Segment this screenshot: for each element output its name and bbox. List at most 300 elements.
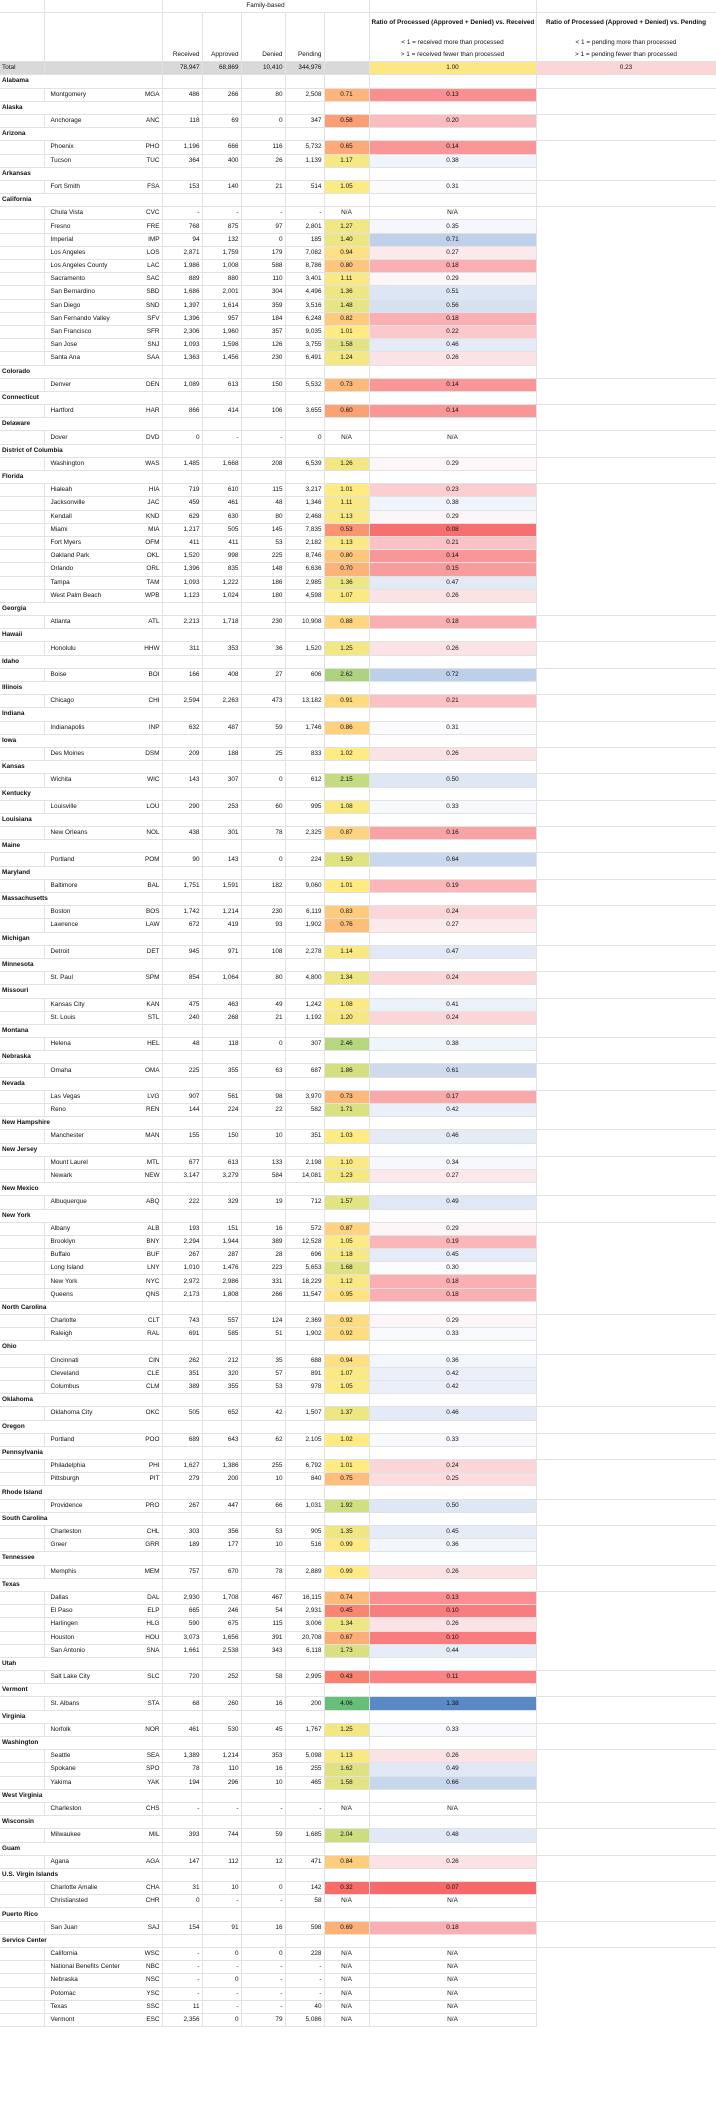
pending: 224 bbox=[285, 853, 324, 866]
state-row bbox=[0, 1737, 716, 1750]
office-code: SFV bbox=[147, 314, 160, 322]
office-code: NEW bbox=[144, 1172, 160, 1180]
office-name: Detroit bbox=[50, 947, 70, 955]
ratio-pending: 0.18 bbox=[369, 260, 536, 273]
ratio-pending: N/A bbox=[369, 1895, 536, 1908]
ratio-pending: N/A bbox=[369, 431, 536, 444]
ratio-received: N/A bbox=[324, 431, 369, 444]
state-name: Minnesota bbox=[0, 958, 162, 971]
state-row bbox=[0, 734, 716, 747]
ratio-pending: 0.33 bbox=[369, 1723, 536, 1736]
state-row bbox=[0, 1446, 716, 1459]
ratio-received: N/A bbox=[324, 1948, 369, 1961]
office-code: SFR bbox=[146, 328, 160, 336]
pending: 3,006 bbox=[285, 1618, 324, 1631]
denied: 16 bbox=[241, 1697, 285, 1710]
pending: 58 bbox=[285, 1895, 324, 1908]
denied: - bbox=[241, 1961, 285, 1974]
ratio-received: 1.07 bbox=[324, 1367, 369, 1380]
office-code: OKL bbox=[146, 552, 160, 560]
state-name: Nebraska bbox=[0, 1051, 162, 1064]
col-header-ratio-pending bbox=[536, 13, 716, 62]
total-approved: 68,869 bbox=[202, 62, 241, 75]
approved: 1,214 bbox=[202, 906, 241, 919]
office-row bbox=[0, 1433, 716, 1446]
office-code: LVG bbox=[147, 1092, 160, 1100]
ratio-received: 1.13 bbox=[324, 536, 369, 549]
ratio-received: 0.80 bbox=[324, 550, 369, 563]
denied: 110 bbox=[241, 273, 285, 286]
ratio-received: 1.48 bbox=[324, 299, 369, 312]
received: 590 bbox=[162, 1618, 202, 1631]
approved: 112 bbox=[202, 1855, 241, 1868]
ratio-received: 0.73 bbox=[324, 1090, 369, 1103]
office-code: ORL bbox=[146, 565, 160, 573]
denied: 60 bbox=[241, 800, 285, 813]
ratio-received: 1.18 bbox=[324, 1249, 369, 1262]
state-name: Oregon bbox=[0, 1420, 162, 1433]
office-name: Charleston bbox=[50, 1528, 82, 1536]
state-row bbox=[0, 128, 716, 141]
office-name: Honolulu bbox=[50, 644, 76, 652]
ratio-pending: 0.24 bbox=[369, 1011, 536, 1024]
office-name: Charlotte Amalie bbox=[50, 1884, 98, 1892]
approved: 0 bbox=[202, 2013, 241, 2026]
state-name: Maryland bbox=[0, 866, 162, 879]
denied: 230 bbox=[241, 616, 285, 629]
denied: 51 bbox=[241, 1328, 285, 1341]
approved: 1,808 bbox=[202, 1288, 241, 1301]
state-row bbox=[0, 682, 716, 695]
office-row bbox=[0, 1776, 716, 1789]
received: 303 bbox=[162, 1526, 202, 1539]
col-header-approved: Approved bbox=[202, 13, 241, 62]
ratio-pending: 0.31 bbox=[369, 180, 536, 193]
pending: 696 bbox=[285, 1249, 324, 1262]
received: 78 bbox=[162, 1763, 202, 1776]
approved: 1,008 bbox=[202, 260, 241, 273]
ratio-pending: 0.11 bbox=[369, 1671, 536, 1684]
office-code: PRO bbox=[145, 1501, 160, 1509]
state-row bbox=[0, 1512, 716, 1525]
received: 267 bbox=[162, 1249, 202, 1262]
pending: 1,902 bbox=[285, 1328, 324, 1341]
received: 689 bbox=[162, 1433, 202, 1446]
ratio-pending: 0.31 bbox=[369, 721, 536, 734]
received: 2,213 bbox=[162, 616, 202, 629]
received: 0 bbox=[162, 1895, 202, 1908]
approved: 675 bbox=[202, 1618, 241, 1631]
office-code: GRR bbox=[145, 1541, 160, 1549]
office-code: CLM bbox=[146, 1383, 160, 1391]
approved: 118 bbox=[202, 1038, 241, 1051]
office-code: CHI bbox=[148, 697, 160, 705]
ratio-received: 0.60 bbox=[324, 405, 369, 418]
denied: 266 bbox=[241, 1288, 285, 1301]
state-row bbox=[0, 1816, 716, 1829]
ratio-pending: 0.64 bbox=[369, 853, 536, 866]
office-code: ABQ bbox=[146, 1198, 160, 1206]
office-code: NOL bbox=[146, 829, 160, 837]
received: 1,661 bbox=[162, 1644, 202, 1657]
ratio-pending: 0.21 bbox=[369, 695, 536, 708]
received: 1,397 bbox=[162, 299, 202, 312]
office-row bbox=[0, 457, 716, 470]
ratio-received: N/A bbox=[324, 1974, 369, 1987]
total-denied: 10,410 bbox=[241, 62, 285, 75]
ratio-pending: 0.24 bbox=[369, 906, 536, 919]
ratio-received: 0.94 bbox=[324, 246, 369, 259]
denied: 78 bbox=[241, 1565, 285, 1578]
received: 632 bbox=[162, 721, 202, 734]
office-name: New York bbox=[50, 1277, 78, 1285]
office-row bbox=[0, 260, 716, 273]
state-name: Tennessee bbox=[0, 1552, 162, 1565]
office-row bbox=[0, 1539, 716, 1552]
ratio-pending: 0.26 bbox=[369, 642, 536, 655]
pending: - bbox=[285, 1961, 324, 1974]
denied: 357 bbox=[241, 325, 285, 338]
state-name: Georgia bbox=[0, 602, 162, 615]
ratio-pending: 0.14 bbox=[369, 550, 536, 563]
state-name: U.S. Virgin Islands bbox=[0, 1868, 162, 1881]
ratio-pending: 0.42 bbox=[369, 1104, 536, 1117]
state-row bbox=[0, 787, 716, 800]
office-row bbox=[0, 1104, 716, 1117]
office-code: SLC bbox=[147, 1673, 160, 1681]
office-row bbox=[0, 998, 716, 1011]
ratio-received: 1.58 bbox=[324, 1776, 369, 1789]
approved: 253 bbox=[202, 800, 241, 813]
state-name: Texas bbox=[0, 1578, 162, 1591]
approved: 1,064 bbox=[202, 972, 241, 985]
denied: 106 bbox=[241, 405, 285, 418]
state-row bbox=[0, 958, 716, 971]
office-code: ANC bbox=[146, 117, 160, 125]
ratio-pending: 0.46 bbox=[369, 1130, 536, 1143]
ratio-pending: 0.19 bbox=[369, 1235, 536, 1248]
office-code: WSC bbox=[144, 1950, 160, 1958]
office-name: Indianapolis bbox=[50, 723, 85, 731]
denied: 27 bbox=[241, 668, 285, 681]
ratio-pending: 0.33 bbox=[369, 800, 536, 813]
ratio-received: 0.83 bbox=[324, 906, 369, 919]
state-name: Guam bbox=[0, 1842, 162, 1855]
office-row bbox=[0, 853, 716, 866]
state-row bbox=[0, 1143, 716, 1156]
pending: 4,598 bbox=[285, 589, 324, 602]
ratio-received: 0.73 bbox=[324, 378, 369, 391]
office-row bbox=[0, 1618, 716, 1631]
received: 351 bbox=[162, 1367, 202, 1380]
office-row bbox=[0, 1882, 716, 1895]
office-name: Hialeah bbox=[50, 486, 73, 494]
office-row bbox=[0, 563, 716, 576]
office-code: LAW bbox=[145, 921, 160, 929]
ratio-pending: 0.35 bbox=[369, 220, 536, 233]
ratio-pending: 0.71 bbox=[369, 233, 536, 246]
office-name: St. Albans bbox=[50, 1699, 80, 1707]
office-code: LOU bbox=[146, 802, 160, 810]
state-row bbox=[0, 893, 716, 906]
office-code: MAN bbox=[145, 1132, 160, 1140]
ratio-received: 1.01 bbox=[324, 879, 369, 892]
approved: 505 bbox=[202, 523, 241, 536]
office-name: Greer bbox=[50, 1541, 67, 1549]
denied: 124 bbox=[241, 1315, 285, 1328]
pending: 5,732 bbox=[285, 141, 324, 154]
pending: 16,115 bbox=[285, 1591, 324, 1604]
pending: 6,792 bbox=[285, 1460, 324, 1473]
office-name: Baltimore bbox=[50, 881, 78, 889]
office-row bbox=[0, 1038, 716, 1051]
state-row bbox=[0, 1486, 716, 1499]
state-name: Pennsylvania bbox=[0, 1446, 162, 1459]
state-name: Kansas bbox=[0, 761, 162, 774]
approved: 1,960 bbox=[202, 325, 241, 338]
ratio-pending: 0.46 bbox=[369, 1407, 536, 1420]
office-name: Boston bbox=[50, 908, 71, 916]
office-row bbox=[0, 1763, 716, 1776]
state-row bbox=[0, 1077, 716, 1090]
ratio-received: 0.99 bbox=[324, 1539, 369, 1552]
ratio-pending: 0.30 bbox=[369, 1262, 536, 1275]
state-name: Arizona bbox=[0, 128, 162, 141]
approved: 630 bbox=[202, 510, 241, 523]
pending: 688 bbox=[285, 1354, 324, 1367]
office-name: Norfolk bbox=[50, 1725, 71, 1733]
office-name: Des Moines bbox=[50, 750, 85, 758]
ratio-received: 0.92 bbox=[324, 1328, 369, 1341]
office-name: Milwaukee bbox=[50, 1831, 81, 1839]
office-name: Newark bbox=[50, 1172, 73, 1180]
office-row bbox=[0, 642, 716, 655]
received: 393 bbox=[162, 1829, 202, 1842]
approved: 1,476 bbox=[202, 1262, 241, 1275]
approved: 177 bbox=[202, 1539, 241, 1552]
office-row bbox=[0, 510, 716, 523]
office-name: Anchorage bbox=[50, 117, 82, 125]
ratio-pending: 0.10 bbox=[369, 1605, 536, 1618]
state-row bbox=[0, 444, 716, 457]
office-row bbox=[0, 1855, 716, 1868]
office-name: Fort Smith bbox=[50, 182, 80, 190]
office-name: Spokane bbox=[50, 1765, 76, 1773]
denied: 133 bbox=[241, 1156, 285, 1169]
pending: 471 bbox=[285, 1855, 324, 1868]
ratio-pending: 0.19 bbox=[369, 879, 536, 892]
pending: 572 bbox=[285, 1222, 324, 1235]
approved: 561 bbox=[202, 1090, 241, 1103]
state-row bbox=[0, 1908, 716, 1921]
state-name: Michigan bbox=[0, 932, 162, 945]
pending: 9,060 bbox=[285, 879, 324, 892]
state-row bbox=[0, 418, 716, 431]
received: - bbox=[162, 1802, 202, 1815]
received: 719 bbox=[162, 484, 202, 497]
office-name: Santa Ana bbox=[50, 354, 80, 362]
received: 757 bbox=[162, 1565, 202, 1578]
office-name: California bbox=[50, 1950, 78, 1958]
ratio-pending: 0.44 bbox=[369, 1644, 536, 1657]
state-row bbox=[0, 1394, 716, 1407]
state-row bbox=[0, 365, 716, 378]
pending: 4,800 bbox=[285, 972, 324, 985]
ratio-pending: 0.21 bbox=[369, 536, 536, 549]
office-code: CHA bbox=[146, 1884, 160, 1892]
office-name: Tucson bbox=[50, 156, 72, 164]
received: 166 bbox=[162, 668, 202, 681]
ratio-received: 2.15 bbox=[324, 774, 369, 787]
denied: 115 bbox=[241, 1618, 285, 1631]
pending: 1,767 bbox=[285, 1723, 324, 1736]
denied: 97 bbox=[241, 220, 285, 233]
approved: 140 bbox=[202, 180, 241, 193]
received: 1,396 bbox=[162, 312, 202, 325]
office-code: BUF bbox=[146, 1251, 160, 1259]
pending: 840 bbox=[285, 1473, 324, 1486]
denied: 10 bbox=[241, 1473, 285, 1486]
state-row bbox=[0, 1420, 716, 1433]
ratio-pending: 0.50 bbox=[369, 1499, 536, 1512]
approved: 1,386 bbox=[202, 1460, 241, 1473]
ratio-received: 0.91 bbox=[324, 695, 369, 708]
ratio-received: 0.65 bbox=[324, 141, 369, 154]
denied: 180 bbox=[241, 589, 285, 602]
office-name: Montgomery bbox=[50, 90, 87, 98]
received: 475 bbox=[162, 998, 202, 1011]
col-header-denied: Denied bbox=[241, 13, 285, 62]
received: 193 bbox=[162, 1222, 202, 1235]
pending: 1,902 bbox=[285, 919, 324, 932]
received: 94 bbox=[162, 233, 202, 246]
office-code: DEN bbox=[146, 380, 160, 388]
denied: 19 bbox=[241, 1196, 285, 1209]
office-name: San Antonio bbox=[50, 1646, 85, 1654]
state-row bbox=[0, 629, 716, 642]
office-row bbox=[0, 2013, 716, 2026]
office-name: Reno bbox=[50, 1106, 66, 1114]
approved: 419 bbox=[202, 919, 241, 932]
approved: - bbox=[202, 1987, 241, 2000]
office-row bbox=[0, 1222, 716, 1235]
office-code: SNJ bbox=[147, 341, 160, 349]
office-name: Miami bbox=[50, 525, 68, 533]
office-code: SEA bbox=[146, 1752, 160, 1760]
denied: 21 bbox=[241, 1011, 285, 1024]
denied: 28 bbox=[241, 1249, 285, 1262]
office-row bbox=[0, 576, 716, 589]
received: 189 bbox=[162, 1539, 202, 1552]
office-row bbox=[0, 879, 716, 892]
approved: 613 bbox=[202, 1156, 241, 1169]
received: 1,123 bbox=[162, 589, 202, 602]
office-name: Denver bbox=[50, 380, 72, 388]
office-code: CIN bbox=[148, 1356, 160, 1364]
approved: 1,718 bbox=[202, 616, 241, 629]
pending: 185 bbox=[285, 233, 324, 246]
denied: 26 bbox=[241, 154, 285, 167]
ratio-received: 0.53 bbox=[324, 523, 369, 536]
state-name: Massachusetts bbox=[0, 893, 162, 906]
approved: 91 bbox=[202, 1921, 241, 1934]
pending: 905 bbox=[285, 1526, 324, 1539]
denied: 182 bbox=[241, 879, 285, 892]
pending: 11,547 bbox=[285, 1288, 324, 1301]
office-code: INP bbox=[148, 723, 160, 731]
pending: 142 bbox=[285, 1882, 324, 1895]
office-name: Christiansted bbox=[50, 1897, 88, 1905]
pending: 5,098 bbox=[285, 1750, 324, 1763]
pending: 3,401 bbox=[285, 273, 324, 286]
office-name: San Diego bbox=[50, 301, 81, 309]
approved: 246 bbox=[202, 1605, 241, 1618]
pending: 1,031 bbox=[285, 1499, 324, 1512]
office-code: PHO bbox=[145, 143, 160, 151]
received: 364 bbox=[162, 154, 202, 167]
ratio-pending: 0.24 bbox=[369, 1460, 536, 1473]
approved: 400 bbox=[202, 154, 241, 167]
total-label: Total bbox=[0, 62, 44, 75]
pending: - bbox=[285, 1974, 324, 1987]
office-name: San Jose bbox=[50, 341, 78, 349]
received: 629 bbox=[162, 510, 202, 523]
ratio-received: 1.08 bbox=[324, 800, 369, 813]
ratio-pending: 0.46 bbox=[369, 339, 536, 352]
ratio-pending: 0.45 bbox=[369, 1249, 536, 1262]
pending: 5,532 bbox=[285, 378, 324, 391]
denied: 58 bbox=[241, 1671, 285, 1684]
state-name: Hawaii bbox=[0, 629, 162, 642]
denied: 179 bbox=[241, 246, 285, 259]
ratio-pending: N/A bbox=[369, 207, 536, 220]
office-code: DET bbox=[146, 947, 160, 955]
approved: 3,279 bbox=[202, 1169, 241, 1182]
office-name: Cincinnati bbox=[50, 1356, 79, 1364]
office-name: Columbus bbox=[50, 1383, 80, 1391]
office-code: CHS bbox=[146, 1805, 160, 1813]
state-row bbox=[0, 1657, 716, 1670]
approved: 69 bbox=[202, 114, 241, 127]
state-name: Rhode Island bbox=[0, 1486, 162, 1499]
office-row bbox=[0, 1591, 716, 1604]
approved: 1,614 bbox=[202, 299, 241, 312]
office-code: MEM bbox=[144, 1567, 160, 1575]
ratio-received: 1.73 bbox=[324, 1644, 369, 1657]
ratio-received: 0.94 bbox=[324, 1354, 369, 1367]
state-row bbox=[0, 708, 716, 721]
received: 459 bbox=[162, 497, 202, 510]
state-row bbox=[0, 1868, 716, 1881]
total-row bbox=[0, 62, 716, 75]
office-name: Jacksonville bbox=[50, 499, 85, 507]
denied: - bbox=[241, 2000, 285, 2013]
office-name: West Palm Beach bbox=[50, 591, 102, 599]
office-code: YSC bbox=[146, 1989, 160, 1997]
ratio2-note-greater: > 1 = pending fewer than processed bbox=[575, 51, 677, 59]
office-row bbox=[0, 550, 716, 563]
approved: 320 bbox=[202, 1367, 241, 1380]
ratio-received: N/A bbox=[324, 1802, 369, 1815]
ratio-pending: 0.61 bbox=[369, 1064, 536, 1077]
pending: 1,242 bbox=[285, 998, 324, 1011]
ratio-received: 1.13 bbox=[324, 510, 369, 523]
ratio-received: 1.25 bbox=[324, 1723, 369, 1736]
denied: 186 bbox=[241, 576, 285, 589]
ratio-received: 0.95 bbox=[324, 1288, 369, 1301]
office-name: Dallas bbox=[50, 1594, 69, 1602]
approved: 1,456 bbox=[202, 352, 241, 365]
